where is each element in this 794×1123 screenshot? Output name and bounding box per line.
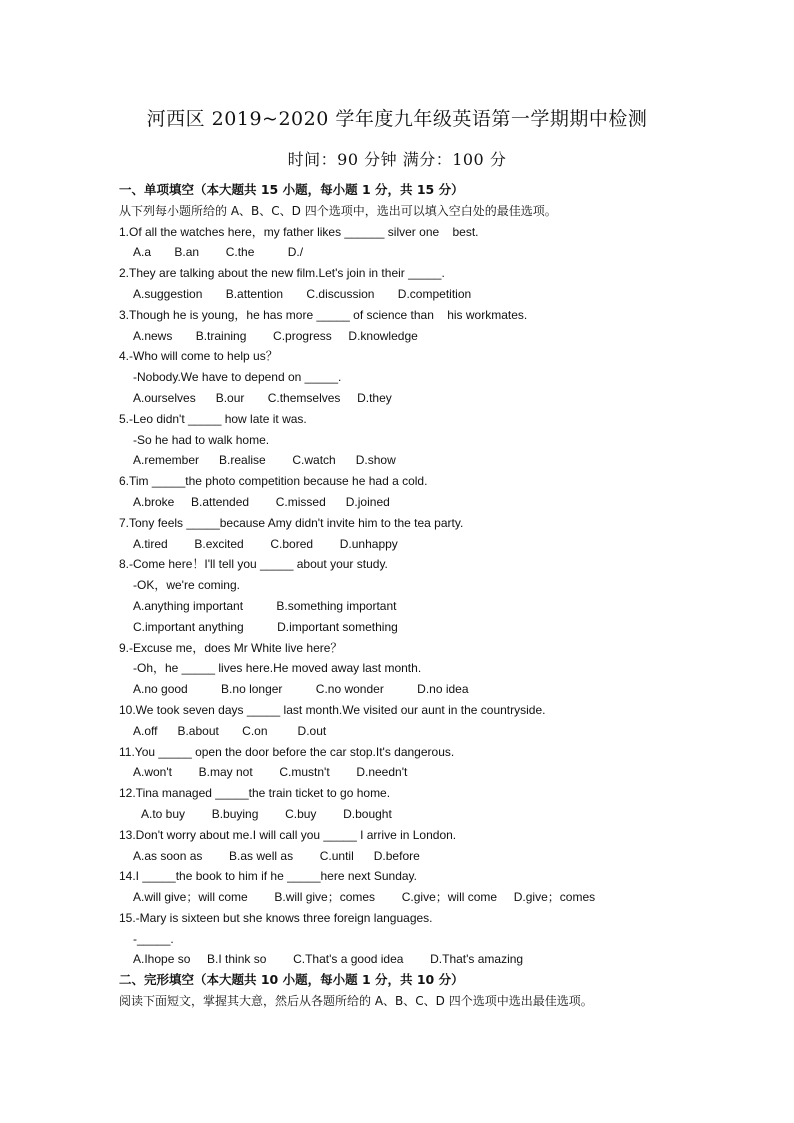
question-10: 10.We took seven days _____ last month.We visited our aunt in the countryside. bbox=[119, 702, 546, 717]
question-11-options: A.won't B.may not C.mustn't D.needn't bbox=[133, 765, 408, 780]
exam-title: 河西区 2019~2020 学年度九年级英语第一学期期中检测 bbox=[146, 108, 648, 130]
section2-heading: 二、完形填空（本大题共 10 小题，每小题 1 分，共 10 分） bbox=[119, 972, 464, 988]
question-8-response: -OK，we're coming. bbox=[133, 578, 240, 593]
exam-content bbox=[119, 180, 679, 1012]
question-12: 12.Tina managed _____the train ticket to go home. bbox=[119, 786, 391, 801]
question-7-options: A.tired B.excited C.bored D.unhappy bbox=[133, 536, 398, 551]
question-8-options-ab: A.anything important B.something important bbox=[133, 598, 397, 613]
question-15: 15.-Mary is sixteen but she knows three foreign languages. bbox=[119, 910, 433, 925]
question-3: 3.Though he is young，he has more _____ of science than his workmates. bbox=[119, 307, 528, 322]
question-4-options: A.ourselves B.our C.themselves D.they bbox=[133, 390, 392, 405]
question-9-response: -Oh，he _____ lives here.He moved away last month. bbox=[133, 661, 422, 676]
question-15-response: -_____. bbox=[133, 931, 174, 946]
question-8: 8.-Come here！I'll tell you _____ about your study. bbox=[119, 557, 388, 572]
section2-instruction: 阅读下面短文，掌握其大意，然后从各题所给的 A、B、C、D 四个选项中选出最佳选项。 bbox=[119, 994, 593, 1009]
section1-heading: 一、单项填空（本大题共 15 小题，每小题 1 分，共 15 分） bbox=[119, 182, 464, 197]
question-6-options: A.broke B.attended C.missed D.joined bbox=[133, 494, 390, 509]
question-7: 7.Tony feels _____because Amy didn't invite him to the tea party. bbox=[119, 515, 464, 530]
question-13-options: A.as soon as B.as well as C.until D.before bbox=[133, 848, 420, 863]
question-4-response: -Nobody.We have to depend on _____. bbox=[133, 370, 342, 385]
question-9: 9.-Excuse me，does Mr White live here？ bbox=[119, 640, 343, 655]
question-2: 2.They are talking about the new film.Let's join in their _____. bbox=[119, 266, 445, 281]
question-15-options: A.Ihope so B.I think so C.That's a good idea D.That's amazing bbox=[133, 952, 524, 967]
question-1: 1.Of all the watches here，my father likes ______ silver one best. bbox=[119, 224, 479, 239]
question-2-options: A.suggestion B.attention C.discussion D.competition bbox=[133, 286, 472, 301]
question-8-options-cd: C.important anything D.important something bbox=[133, 619, 398, 634]
question-5: 5.-Leo didn't _____ how late it was. bbox=[119, 411, 307, 426]
exam-subtitle: 时间：90 分钟 满分：100 分 bbox=[287, 150, 507, 169]
question-13: 13.Don't worry about me.I will call you _____ I arrive in London. bbox=[119, 827, 457, 842]
question-9-options: A.no good B.no longer C.no wonder D.no idea bbox=[133, 682, 469, 697]
section1-instruction: 从下列每小题所给的 A、B、C、D 四个选项中，选出可以填入空白处的最佳选项。 bbox=[119, 203, 557, 218]
question-5-response: -So he had to walk home. bbox=[133, 432, 270, 447]
question-5-options: A.remember B.realise C.watch D.show bbox=[133, 453, 396, 468]
question-12-options: A.to buy B.buying C.buy D.bought bbox=[141, 806, 392, 821]
question-11: 11.You _____ open the door before the car stop.It's dangerous. bbox=[119, 744, 455, 759]
question-4: 4.-Who will come to help us？ bbox=[119, 349, 278, 364]
question-14: 14.I _____the book to him if he _____here next Sunday. bbox=[119, 869, 417, 884]
question-10-options: A.off B.about C.on D.out bbox=[133, 723, 327, 738]
question-3-options: A.news B.training C.progress D.knowledge bbox=[133, 328, 418, 343]
question-1-options: A.a B.an C.the D./ bbox=[133, 245, 304, 260]
question-14-options: A.will give；will come B.will give；comes C.give；will come D.give；comes bbox=[133, 890, 596, 905]
question-6: 6.Tim _____the photo competition because he had a cold. bbox=[119, 474, 428, 489]
